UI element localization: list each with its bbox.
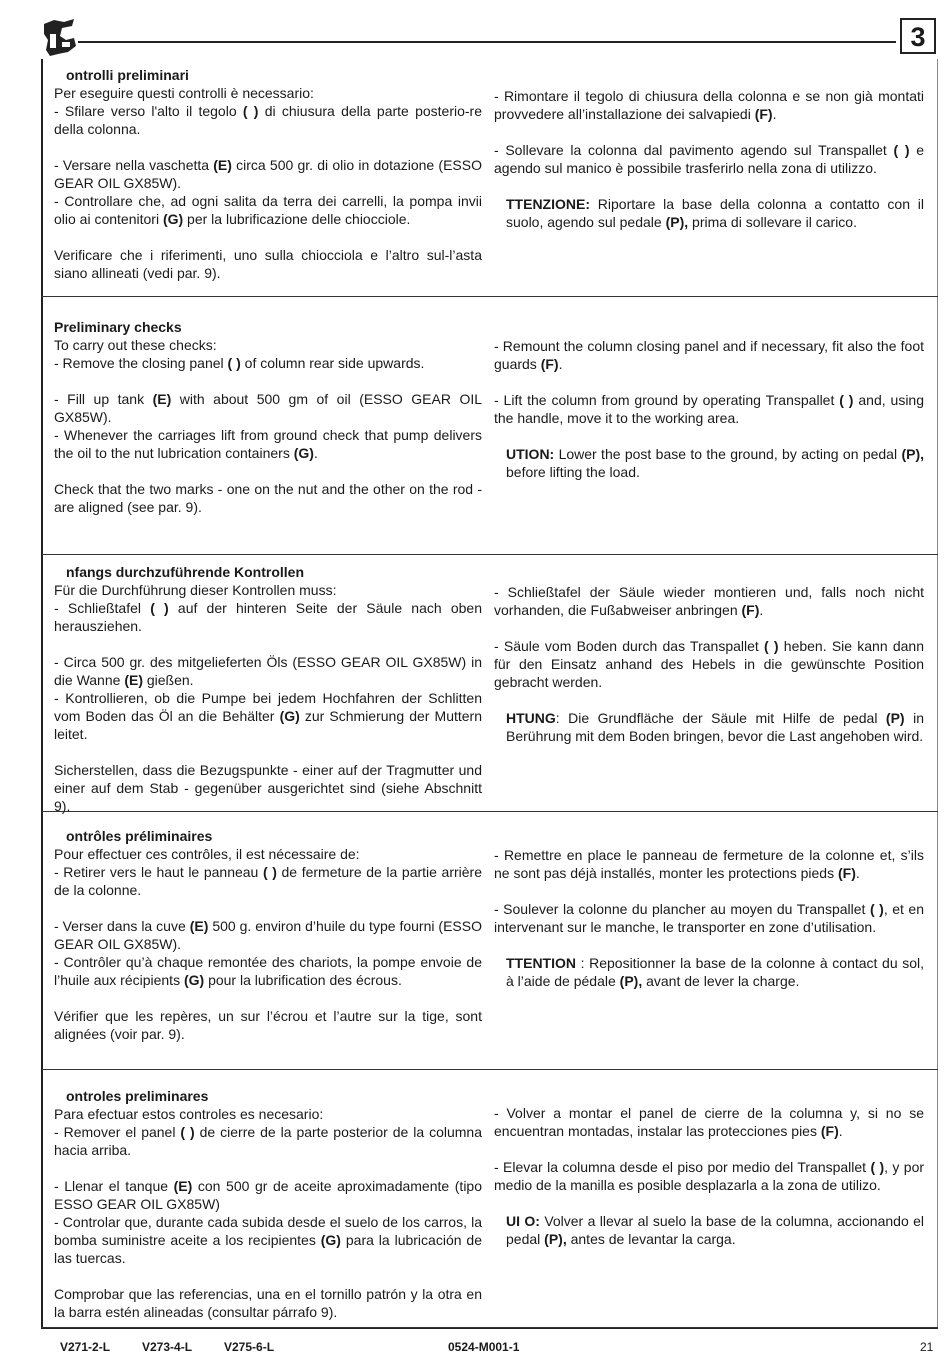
paragraph: Pour effectuer ces contrôles, il est nécessaire de: xyxy=(54,846,360,862)
paragraph: Verificare che i riferimenti, uno sulla chiocciola e l’altro sul-l’asta siano allineati (vedi par. 9). xyxy=(54,247,482,281)
french-left-column xyxy=(54,827,482,1043)
paragraph: - Elevar la columna desde el piso por medio del Transpallet ( ), y por medio de la manilla es posible desplazarla a la zona de utilizo. xyxy=(494,1159,925,1193)
paragraph: To carry out these checks: xyxy=(54,337,217,353)
paragraph: - Remover el panel ( ) de cierre de la parte posterior de la columna hacia arriba. xyxy=(54,1124,482,1158)
paragraph: Per eseguire questi controlli è necessario: xyxy=(54,85,314,101)
paragraph: - Volver a montar el panel de cierre de la columna y, si no se encuentran montadas, instalar las protecciones pies (F). xyxy=(494,1105,924,1139)
paragraph: - Verser dans la cuve (E) 500 g. environ d’huile du type fourni (ESSO GEAR OIL GX85W). xyxy=(54,918,483,952)
paragraph: - Circa 500 gr. des mitgelieferten Öls (ESSO GEAR OIL GX85W) in die Wanne (E) gießen. xyxy=(54,654,482,688)
section-german xyxy=(41,555,938,812)
paragraph: Comprobar que las referencias, una en el tornillo patrón y la otra en la barra estén alineadas (consultar párrafo 9). xyxy=(54,1286,482,1320)
paragraph: - Controlar que, durante cada subida desde el suelo de los carros, la bomba suministre aceite a los recipientes (G) para la lubricación de las tuercas. xyxy=(54,1214,482,1266)
warning-paragraph: HTUNG: Die Grundfläche der Säule mit Hilfe de pedal (P) in Berührung mit dem Boden bringen, bevor die Last angehoben wird. xyxy=(506,710,924,744)
paragraph: - Controllare che, ad ogni salita da terra dei carrelli, la pompa invii olio ai contenitori (G) per la lubrificazione delle chiocciole. xyxy=(54,193,482,227)
warning-paragraph: UI O: Volver a llevar al suelo la base de la columna, accionando el pedal (P), antes de levantar la carga. xyxy=(506,1213,924,1247)
section-title: nfangs durchzuführende Kontrollen xyxy=(66,564,304,580)
paragraph: - Retirer vers le haut le panneau ( ) de fermeture de la partie arrière de la colonne. xyxy=(54,864,482,898)
italian-left-column xyxy=(54,66,482,282)
footer-model-3: V275-6-L xyxy=(224,1340,275,1354)
paragraph: - Remount the column closing panel and if necessary, fit also the foot guards (F). xyxy=(494,338,924,372)
footer-model-2: V273-4-L xyxy=(142,1340,193,1354)
paragraph: Für die Durchführung dieser Kontrollen muss: xyxy=(54,582,337,598)
paragraph: - Versare nella vaschetta (E) circa 500 gr. di olio in dotazione (ESSO GEAR OIL GX85W). xyxy=(54,157,482,191)
paragraph: - Sfilare verso l'alto il tegolo ( ) di chiusura della parte posterio-re della colonna. xyxy=(54,103,482,137)
page-number: 21 xyxy=(920,1340,934,1354)
paragraph: Sicherstellen, dass die Bezugspunkte - einer auf der Tragmutter und einer auf dem Stab - gegenüber ausgerichtet sind (siehe Abschnitt 9). xyxy=(54,762,482,814)
english-right-column xyxy=(494,337,924,481)
section-english xyxy=(41,297,938,555)
paragraph: - Sollevare la colonna dal pavimento agendo sul Transpallet ( ) e agendo sul manico è possibile trasferirlo nella zona di utilizzo. xyxy=(494,142,925,176)
paragraph: - Schließtafel ( ) auf der hinteren Seite der Säule nach oben herausziehen. xyxy=(54,600,482,634)
section-italian xyxy=(41,59,938,297)
paragraph: Para efectuar estos controles es necesario: xyxy=(54,1106,324,1122)
warning-paragraph: UTION: Lower the post base to the ground, by acting on pedal (P), before lifting the load. xyxy=(506,446,924,480)
paragraph: - Fill up tank (E) with about 500 gm of oil (ESSO GEAR OIL GX85W). xyxy=(54,391,483,425)
spanish-right-column xyxy=(494,1104,924,1248)
german-right-column xyxy=(494,583,924,745)
paragraph: - Schließtafel der Säule wieder montieren und, falls noch nicht vorhanden, die Fußabweiser anbringen (F). xyxy=(494,584,924,618)
section-title: ontrolli preliminari xyxy=(66,67,189,83)
section-title: ontroles preliminares xyxy=(66,1088,209,1104)
section-title: Preliminary checks xyxy=(54,319,182,335)
lifter-logo-icon xyxy=(40,16,78,58)
german-left-column xyxy=(54,563,482,815)
spanish-left-column xyxy=(54,1087,482,1321)
paragraph: - Rimontare il tegolo di chiusura della colonna e se non già montati provvedere all’installazione dei salvapiedi (F). xyxy=(494,88,924,122)
footer-doc-code: 0524-M001-1 xyxy=(448,1340,520,1354)
footer-model-1: V271-2-L xyxy=(60,1340,111,1354)
paragraph: - Lift the column from ground by operating Transpallet ( ) and, using the handle, move it to the working area. xyxy=(494,392,924,426)
section-spanish xyxy=(41,1070,938,1328)
warning-paragraph: TTENZIONE: Riportare la base della colonna a contatto con il suolo, agendo sul pedale (P), prima di sollevare il carico. xyxy=(506,196,924,230)
paragraph: - Säule vom Boden durch das Transpallet ( ) heben. Sie kann dann für den Einsatz anhand des Hebels in die gewünschte Position gebracht werden. xyxy=(494,638,924,690)
french-right-column xyxy=(494,846,924,990)
paragraph: - Llenar el tanque (E) con 500 gr de aceite aproximadamente (tipo ESSO GEAR OIL GX85W) xyxy=(54,1178,482,1212)
warning-paragraph: TTENTION : Repositionner la base de la colonne à contact du sol, à l’aide de pédale (P), avant de lever la charge. xyxy=(506,955,924,989)
section-french xyxy=(41,812,938,1070)
section-title: ontrôles préliminaires xyxy=(66,828,213,844)
header-rule xyxy=(78,41,896,43)
english-left-column xyxy=(54,318,482,516)
paragraph: - Remettre en place le panneau de fermeture de la colonne et, s’ils ne sont pas déjà installés, monter les protections pieds (F). xyxy=(494,847,924,881)
paragraph: - Soulever la colonne du plancher au moyen du Transpallet ( ), et en intervenant sur le manche, le transporter en zone d’utilisation. xyxy=(494,901,924,935)
paragraph: Check that the two marks - one on the nut and the other on the rod - are aligned (see par. 9). xyxy=(54,481,482,515)
paragraph: Vérifier que les repères, un sur l’écrou et l’autre sur la tige, sont alignées (voir par. 9). xyxy=(54,1008,482,1042)
paragraph: - Contrôler qu’à chaque remontée des chariots, la pompe envoie de l’huile aux récipients (G) pour la lubrification des écrous. xyxy=(54,954,482,988)
section-number-box: 3 xyxy=(900,18,936,54)
paragraph: - Kontrollieren, ob die Pumpe bei jedem Hochfahren der Schlitten vom Boden das Öl an die Behälter (G) zur Schmierung der Muttern leitet. xyxy=(54,690,482,742)
paragraph: - Whenever the carriages lift from ground check that pump delivers the oil to the nut lubrication containers (G). xyxy=(54,427,482,461)
italian-right-column xyxy=(494,87,924,231)
paragraph: - Remove the closing panel ( ) of column rear side upwards. xyxy=(54,355,425,371)
